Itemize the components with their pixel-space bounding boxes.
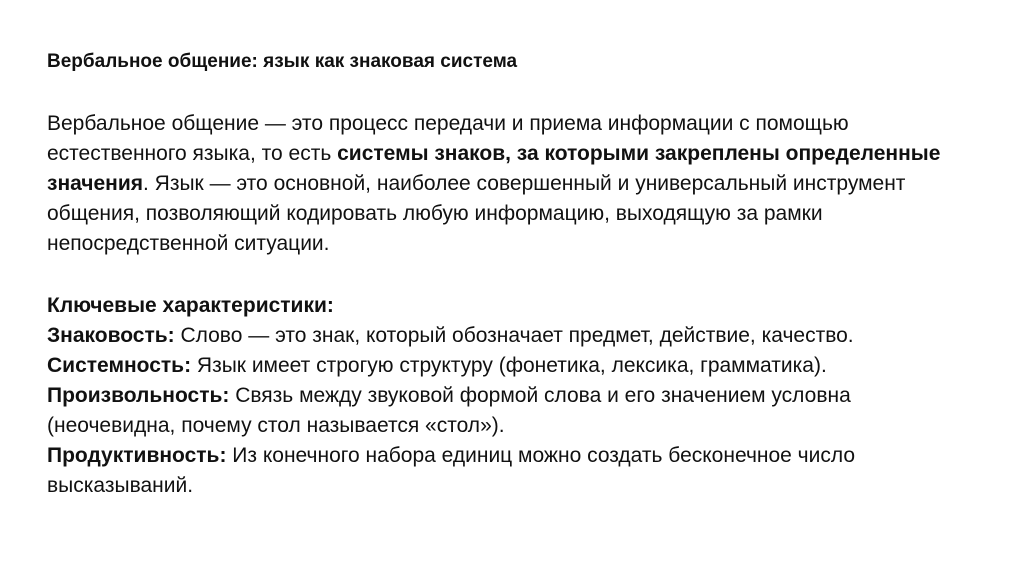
characteristic-text: Связь между звуковой формой слова и его значением условна (неочевидна, почему стол называется «стол»). — [47, 384, 851, 437]
intro-paragraph — [47, 109, 964, 259]
characteristic-text: Из конечного набора единиц можно создать бесконечное число высказываний. — [47, 444, 856, 497]
characteristic-term: Продуктивность: — [47, 444, 227, 467]
characteristic-item — [47, 351, 964, 381]
characteristic-text: Язык имеет строгую структуру (фонетика, лексика, грамматика). — [191, 354, 827, 377]
characteristic-term: Знаковость: — [47, 324, 175, 347]
characteristic-item — [47, 441, 964, 501]
characteristic-term: Произвольность: — [47, 384, 230, 407]
characteristic-text: Слово — это знак, который обозначает предмет, действие, качество. — [174, 324, 854, 347]
intro-text-part1: Вербальное общение — это процесс передачи и приема информации с помощью естественного языка, то есть — [47, 112, 849, 165]
characteristic-item — [47, 321, 964, 351]
characteristic-term: Системность: — [47, 354, 192, 377]
slide-title: Вербальное общение: язык как знаковая система — [47, 51, 518, 72]
characteristic-item — [47, 381, 964, 441]
characteristics-heading: Ключевые характеристики: — [47, 294, 334, 317]
intro-text-part2: . Язык — это основной, наиболее совершенный и универсальный инструмент общения, позволяющий кодировать любую информацию, выходящую за рамки непосредственной ситуации. — [47, 172, 906, 255]
intro-text-bold: системы знаков, за которыми закреплены определенные значения — [47, 142, 941, 195]
